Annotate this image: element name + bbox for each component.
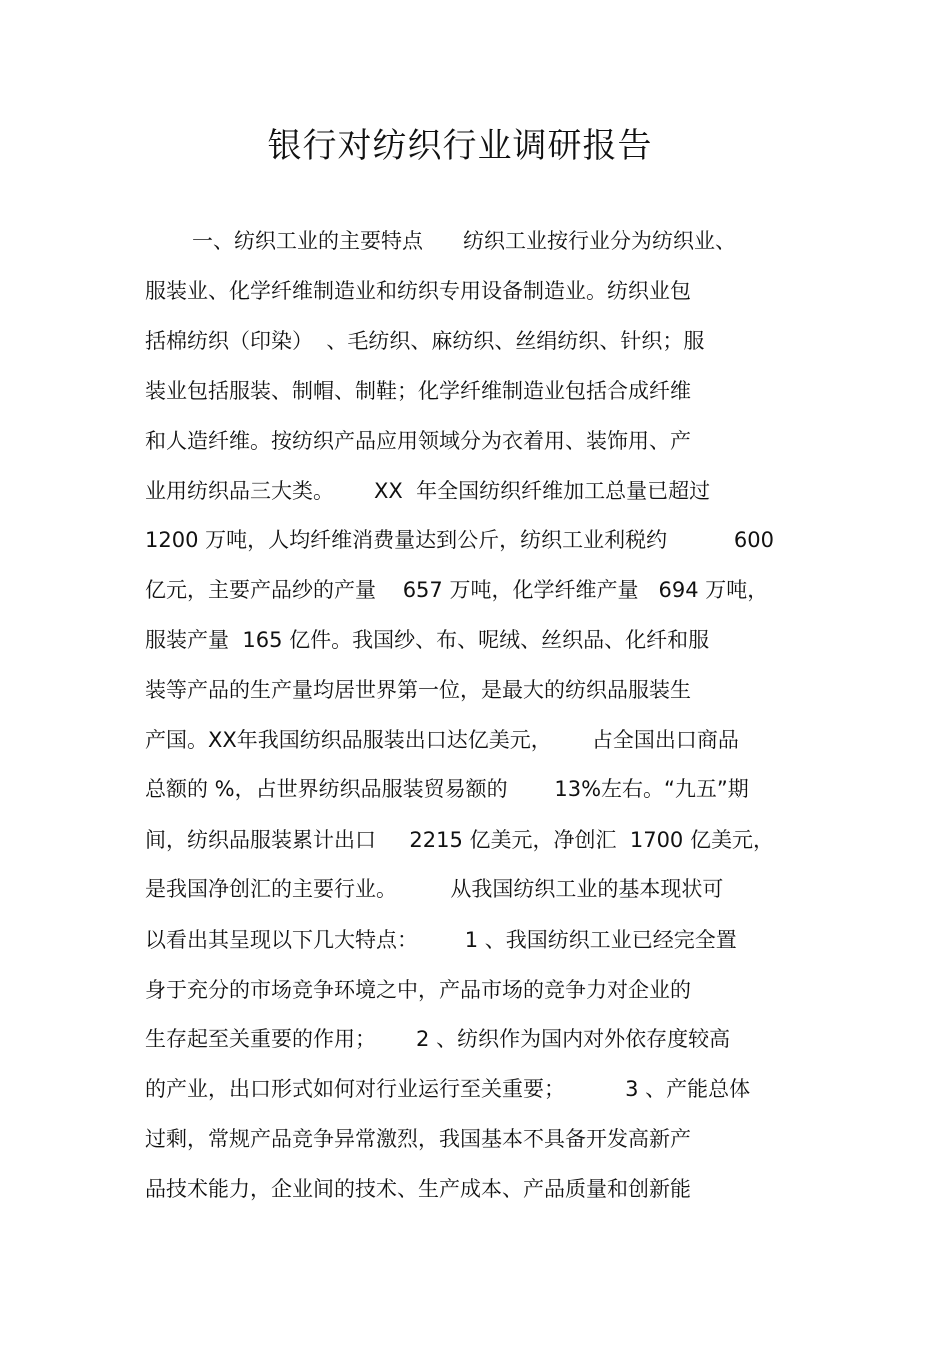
body-line-3: 括棉纺织（印染） 、毛纺织、麻纺织、丝绢纺织、针织；服 (145, 329, 705, 353)
body-line-19: 过剩，常规产品竞争异常激烈，我国基本不具备开发高新产 (145, 1127, 691, 1151)
body-line-14: 是我国净创汇的主要行业。 从我国纺织工业的基本现状可 (145, 877, 724, 901)
body-line-1: 一、纺织工业的主要特点 纺织工业按行业分为纺织业、 (192, 229, 737, 253)
body-line-16: 身于充分的市场竞争环境之中，产品市场的竞争力对企业的 (145, 978, 691, 1002)
body-line-9: 服装产量 165 亿件。我国纱、布、呢绒、丝织品、化纤和服 (145, 628, 710, 652)
body-line-15: 以看出其呈现以下几大特点： 1 、我国纺织工业已经完全置 (145, 928, 737, 952)
body-line-6: 业用纺织品三大类。 XX 年全国纺织纤维加工总量已超过 (145, 479, 711, 503)
body-line-11: 产国。XX年我国纺织品服装出口达亿美元， 占全国出口商品 (145, 728, 739, 752)
body-line-2: 服装业、化学纤维制造业和纺织专用设备制造业。纺织业包 (145, 279, 691, 303)
document-title: 银行对纺织行业调研报告 (267, 126, 653, 166)
body-line-10: 装等产品的生产量均居世界第一位，是最大的纺织品服装生 (145, 678, 691, 702)
body-line-5: 和人造纤维。按纺织产品应用领域分为衣着用、装饰用、产 (145, 429, 691, 453)
body-line-8: 亿元，主要产品纱的产量 657 万吨，化学纤维产量 694 万吨， (145, 578, 769, 602)
body-line-7: 1200 万吨，人均纤维消费量达到公斤，纺织工业利税约 600 (145, 528, 774, 552)
body-line-17: 生存起至关重要的作用； 2 、纺织作为国内对外依存度较高 (145, 1027, 731, 1051)
body-line-20: 品技术能力，企业间的技术、生产成本、产品质量和创新能 (145, 1177, 691, 1201)
body-line-12: 总额的 %，占世界纺织品服装贸易额的 13%左右。“九五”期 (145, 777, 749, 801)
body-line-18: 的产业，出口形式如何对行业运行至关重要； 3 、产能总体 (145, 1077, 751, 1101)
body-line-4: 装业包括服装、制帽、制鞋；化学纤维制造业包括合成纤维 (145, 379, 691, 403)
body-line-13: 间，纺织品服装累计出口 2215 亿美元，净创汇 1700 亿美元， (145, 828, 774, 852)
